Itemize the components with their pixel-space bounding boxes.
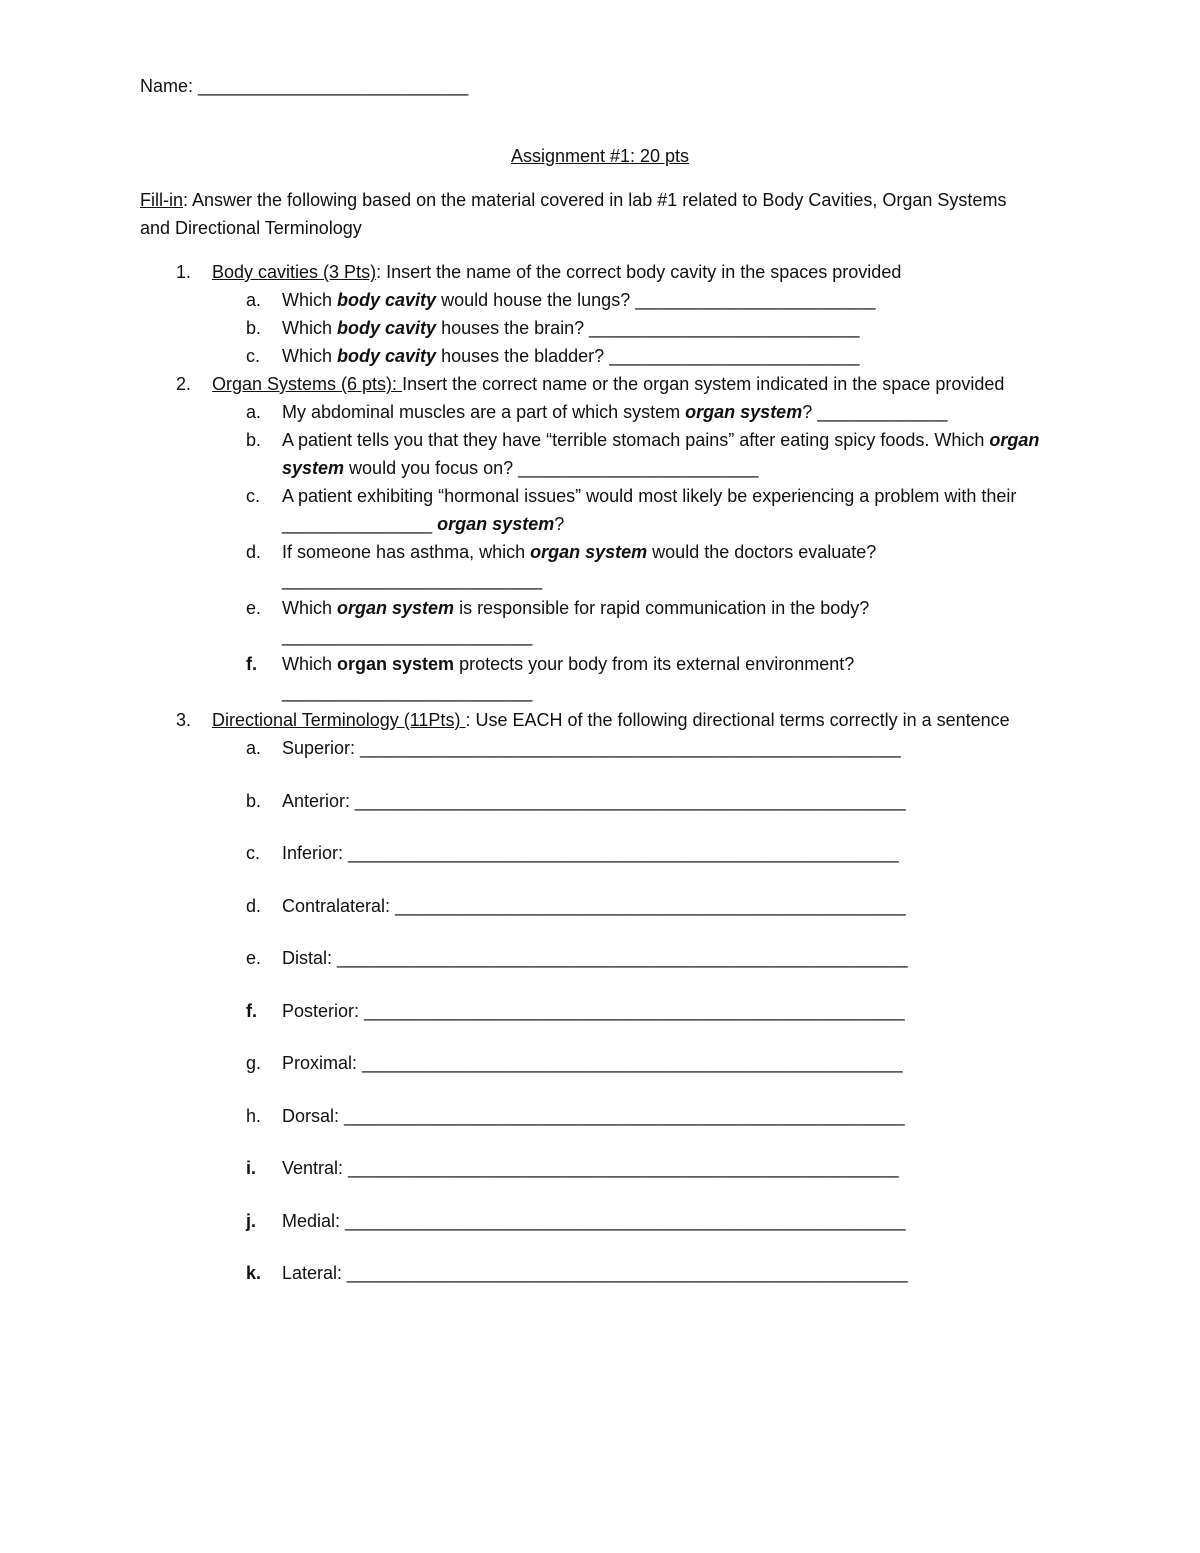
sub-letter: e.	[246, 948, 262, 968]
term-label: Contralateral:	[282, 895, 396, 916]
answer-blank: ______________________________________________________	[360, 738, 901, 758]
question-heading: Directional Terminology (11Pts)	[212, 710, 466, 730]
answer-blank: ________________________	[635, 290, 876, 310]
term-row	[140, 1154, 1060, 1182]
term-label: Posterior:	[282, 1000, 365, 1021]
term-row	[140, 1049, 1060, 1077]
question-2f	[140, 650, 1060, 706]
answer-blank: _________________________	[282, 626, 533, 646]
term-label: Dorsal:	[282, 1105, 345, 1126]
answer-blank: ___________________________	[589, 318, 860, 338]
sub-letter: c.	[246, 843, 261, 863]
sub-text: Which	[282, 318, 338, 338]
answer-blank: ________________________________________________________	[347, 1263, 908, 1283]
sub-letter: f.	[246, 654, 257, 674]
sub-emphasis: organ system	[530, 542, 648, 562]
sub-text: would the doctors evaluate?	[647, 542, 877, 562]
name-line	[140, 72, 468, 100]
answer-blank: _________________________	[609, 346, 860, 366]
term-label: Superior:	[282, 738, 361, 758]
answer-blank: _______________________________________________________	[348, 1158, 899, 1178]
sub-emphasis: body cavity	[337, 318, 437, 338]
sub-letter: b.	[246, 430, 262, 450]
question-instruction: Insert the correct name or the organ system indicated in the space provided	[402, 374, 1005, 394]
sub-text: would you focus on?	[344, 458, 519, 478]
sub-text: Which	[282, 346, 338, 366]
sub-letter: a.	[246, 290, 262, 310]
intro-paragraph	[140, 186, 1040, 242]
question-2a	[140, 398, 1060, 426]
sub-letter: a.	[246, 738, 262, 758]
question-2e	[140, 594, 1060, 650]
sub-text: ?	[554, 514, 565, 534]
question-list	[140, 258, 1060, 1312]
sub-text: ?	[802, 402, 818, 422]
question-1c	[140, 342, 1060, 370]
sub-letter: b.	[246, 790, 262, 811]
term-label: Proximal:	[282, 1053, 363, 1073]
term-row	[140, 997, 1060, 1025]
sub-text: would house the lungs?	[436, 290, 636, 310]
term-row	[140, 944, 1060, 972]
sub-emphasis: organ system	[685, 402, 803, 422]
sub-letter: d.	[246, 542, 262, 562]
term-row	[140, 1259, 1060, 1287]
answer-blank: ________________________________________________________	[344, 1105, 905, 1126]
term-label: Ventral:	[282, 1158, 349, 1178]
sub-letter: a.	[246, 402, 262, 422]
question-1a	[140, 286, 1060, 314]
sub-emphasis: organ system	[282, 430, 1040, 478]
sub-text: A patient exhibiting “hormonal issues” would most likely be experiencing a problem with their	[282, 486, 1017, 506]
answer-blank: ______________________________________________________	[364, 1000, 905, 1021]
term-row	[140, 1102, 1060, 1130]
answer-blank: _______________	[282, 514, 433, 534]
question-2d	[140, 538, 1060, 594]
sub-emphasis: body cavity	[337, 346, 437, 366]
sub-text: protects your body from its external environment?	[454, 654, 855, 674]
term-label: Medial:	[282, 1210, 346, 1231]
answer-blank: _________________________	[282, 682, 533, 702]
intro-label: Fill-in	[140, 190, 183, 210]
term-row	[140, 787, 1060, 815]
sub-text: A patient tells you that they have “terrible stomach pains” after eating spicy foods. Which	[282, 430, 990, 450]
question-1	[140, 258, 1060, 286]
sub-text: houses the brain?	[436, 318, 590, 338]
answer-blank: ________________________________________________________	[345, 1210, 906, 1231]
question-number: 2.	[176, 374, 192, 394]
sub-letter: i.	[246, 1158, 257, 1178]
sub-text: Which	[282, 290, 338, 310]
sub-letter: f.	[246, 1000, 257, 1021]
sub-letter: c.	[246, 486, 261, 506]
question-heading: Organ Systems (6 pts):	[212, 374, 403, 394]
sub-text: My abdominal muscles are a part of which system	[282, 402, 686, 422]
answer-blank: ______________________________________________________	[362, 1053, 903, 1073]
question-3	[140, 706, 1060, 734]
name-blank: ___________________________	[198, 76, 469, 96]
sub-letter: b.	[246, 318, 262, 338]
answer-blank: _____________	[817, 402, 948, 422]
term-row	[140, 1207, 1060, 1235]
sub-text: Which	[282, 654, 338, 674]
sub-emphasis: body cavity	[337, 290, 437, 310]
answer-blank: __________________________	[282, 570, 543, 590]
question-instruction: : Use EACH of the following directional terms correctly in a sentence	[465, 710, 1010, 730]
question-1b	[140, 314, 1060, 342]
page-title: Assignment #1: 20 pts	[510, 146, 690, 166]
sub-letter: d.	[246, 895, 262, 916]
term-label: Anterior:	[282, 790, 356, 811]
term-row	[140, 892, 1060, 920]
sub-text: is responsible for rapid communication in the body?	[454, 598, 870, 618]
question-heading: Body cavities (3 Pts)	[212, 262, 377, 282]
question-number: 1.	[176, 262, 192, 282]
sub-text: houses the bladder?	[436, 346, 610, 366]
answer-blank: ________________________	[518, 458, 759, 478]
term-row	[140, 734, 1060, 762]
question-2	[140, 370, 1060, 398]
answer-blank: _________________________________________________________	[337, 948, 908, 968]
sub-letter: k.	[246, 1263, 262, 1283]
question-2b	[140, 426, 1060, 482]
sub-text: Which	[282, 598, 338, 618]
answer-blank: _______________________________________________________	[355, 790, 906, 811]
sub-letter: h.	[246, 1105, 262, 1126]
sub-emphasis: organ system	[337, 654, 455, 674]
directional-terms	[140, 734, 1060, 1287]
sub-letter: c.	[246, 346, 261, 366]
sub-emphasis: organ system	[432, 514, 555, 534]
sub-letter: g.	[246, 1053, 262, 1073]
term-label: Lateral:	[282, 1263, 348, 1283]
answer-blank: ___________________________________________________	[395, 895, 906, 916]
term-label: Distal:	[282, 948, 338, 968]
sub-letter: j.	[246, 1210, 257, 1231]
sub-emphasis: organ system	[337, 598, 455, 618]
term-row	[140, 839, 1060, 867]
sub-letter: e.	[246, 598, 262, 618]
sub-text: If someone has asthma, which	[282, 542, 531, 562]
intro-text: : Answer the following based on the material covered in lab #1 related to Body Cavities, Organ Systems and Directional Terminology	[140, 190, 1007, 238]
question-number: 3.	[176, 710, 192, 730]
answer-blank: _______________________________________________________	[348, 843, 899, 863]
name-label: Name:	[140, 76, 194, 96]
question-instruction: : Insert the name of the correct body cavity in the spaces provided	[376, 262, 902, 282]
term-label: Inferior:	[282, 843, 349, 863]
question-2c	[140, 482, 1060, 538]
